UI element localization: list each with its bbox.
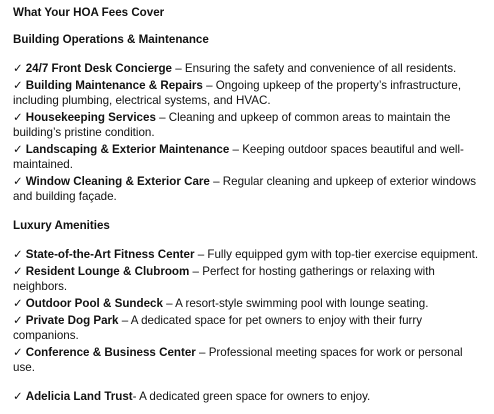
item-name: Resident Lounge & Clubroom	[25, 265, 190, 278]
check-icon: ✓	[13, 248, 23, 261]
check-icon: ✓	[13, 111, 23, 124]
check-icon: ✓	[13, 297, 23, 310]
check-icon: ✓	[13, 79, 23, 92]
document-title: What Your HOA Fees Cover	[13, 6, 165, 19]
item-description: – Regular cleaning and upkeep of exterior windows and building façade.	[13, 175, 477, 203]
item-name: Building Maintenance & Repairs	[25, 79, 203, 92]
check-icon: ✓	[13, 346, 23, 359]
section-luxury-amenities	[13, 218, 486, 375]
list-item-land-trust	[13, 389, 486, 404]
feature-list	[13, 247, 486, 375]
list-item	[13, 247, 486, 262]
check-icon: ✓	[13, 265, 23, 278]
item-name: 24/7 Front Desk Concierge	[25, 62, 172, 75]
item-name: Housekeeping Services	[25, 111, 156, 124]
item-description: – Fully equipped gym with top-tier exercise equipment.	[194, 248, 479, 261]
list-item	[13, 78, 486, 108]
item-name: Landscaping & Exterior Maintenance	[25, 143, 230, 156]
list-item	[13, 61, 486, 76]
item-description: – A dedicated space for pet owners to enjoy with their furry companions.	[13, 314, 423, 342]
list-item	[13, 110, 486, 140]
item-description: – Perfect for hosting gatherings or relaxing with neighbors.	[13, 265, 435, 293]
list-item	[13, 345, 486, 375]
section-heading: Building Operations & Maintenance	[13, 33, 209, 46]
check-icon: ✓	[13, 390, 23, 403]
check-icon: ✓	[13, 175, 23, 188]
feature-list	[13, 61, 486, 204]
item-name: Adelicia Land Trust	[25, 390, 133, 403]
list-item	[13, 174, 486, 204]
list-item	[13, 264, 486, 294]
item-description: – Cleaning and upkeep of common areas to maintain the building’s pristine condition.	[13, 111, 451, 139]
item-description: – Ongoing upkeep of the property’s infrastructure, including plumbing, electrical systems, and HVAC.	[13, 79, 462, 107]
item-description: – A resort-style swimming pool with lounge seating.	[162, 297, 429, 310]
list-item	[13, 313, 486, 343]
item-name: Window Cleaning & Exterior Care	[25, 175, 210, 188]
item-name: State-of-the-Art Fitness Center	[25, 248, 195, 261]
item-description: - A dedicated green space for owners to enjoy.	[132, 390, 371, 403]
item-name: Private Dog Park	[25, 314, 119, 327]
item-description: – Ensuring the safety and convenience of all residents.	[171, 62, 457, 75]
item-description: – Professional meeting spaces for work or personal use.	[13, 346, 463, 374]
list-item	[13, 142, 486, 172]
check-icon: ✓	[13, 314, 23, 327]
item-name: Outdoor Pool & Sundeck	[25, 297, 163, 310]
item-description: – Keeping outdoor spaces beautiful and well-maintained.	[13, 143, 464, 171]
list-item	[13, 296, 486, 311]
check-icon: ✓	[13, 62, 23, 75]
section-heading: Luxury Amenities	[13, 219, 110, 232]
check-icon: ✓	[13, 143, 23, 156]
item-name: Conference & Business Center	[25, 346, 196, 359]
section-building-operations	[13, 32, 486, 204]
